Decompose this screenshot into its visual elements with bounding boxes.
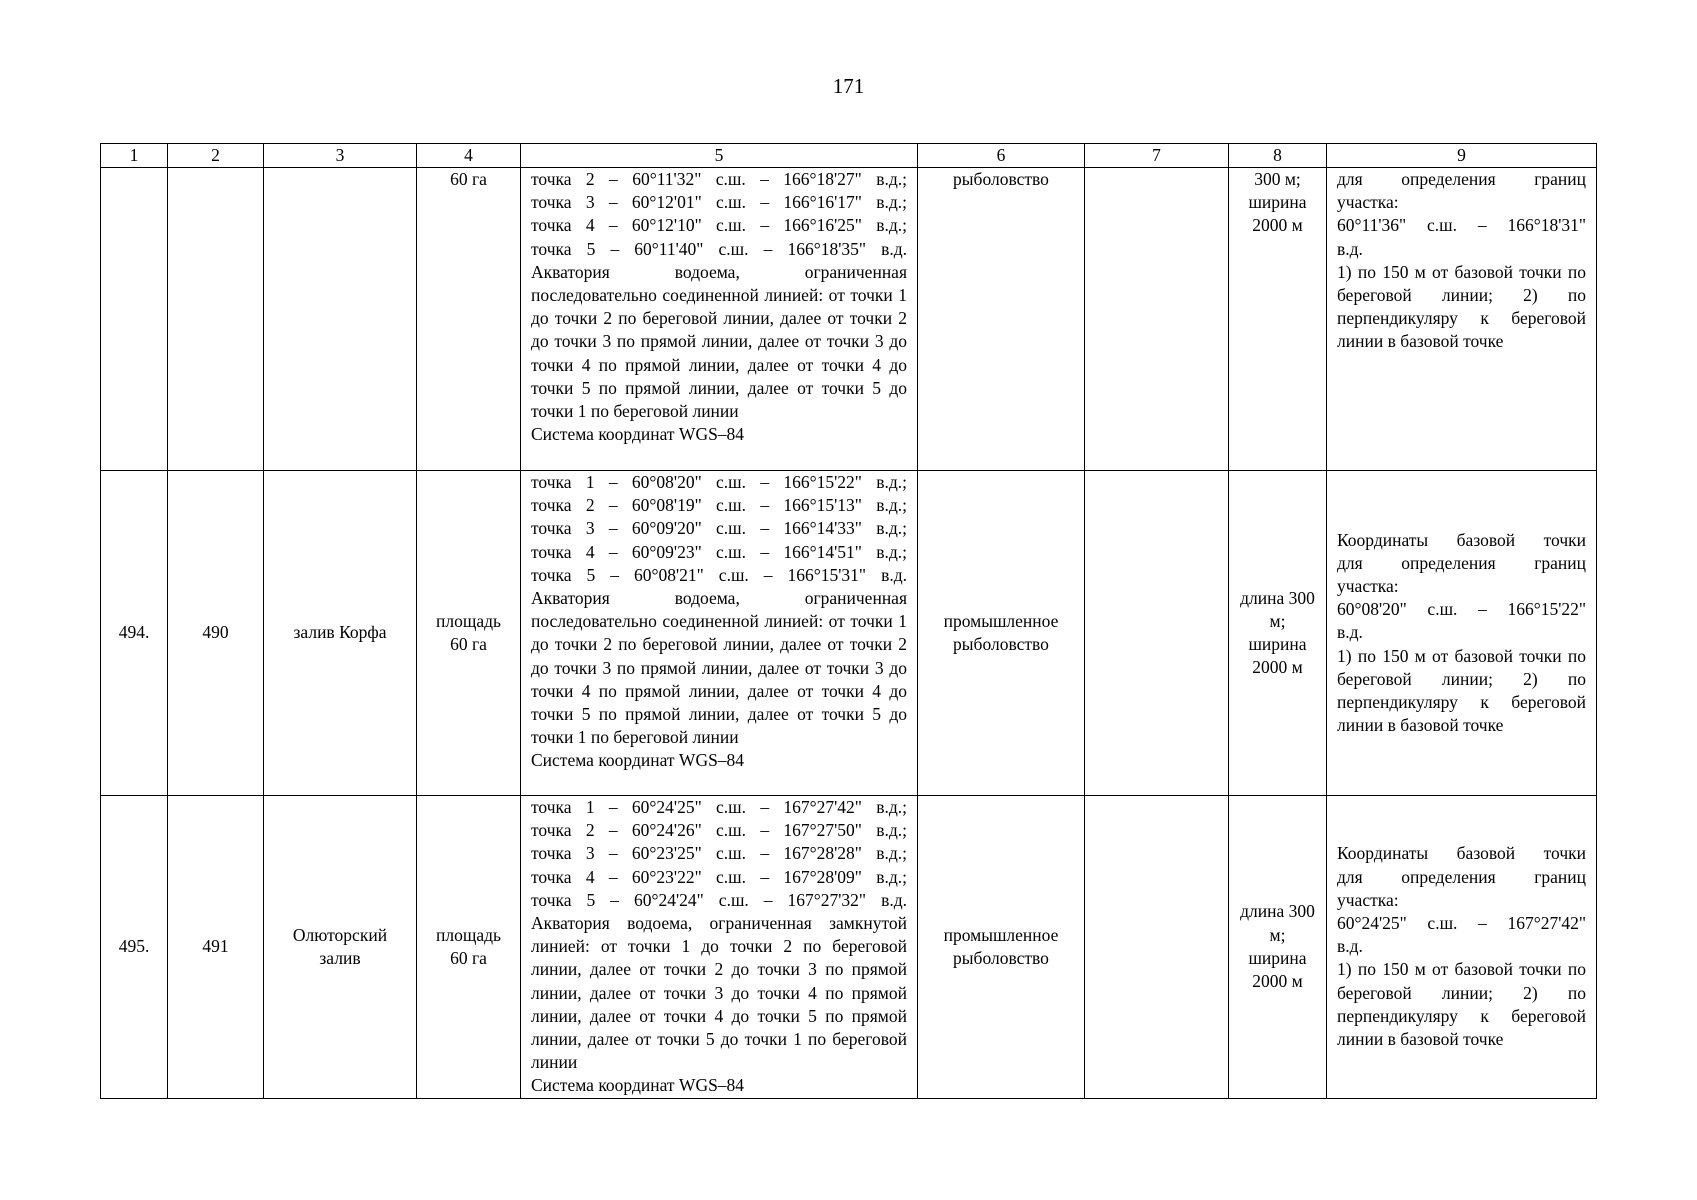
empty-cell	[1085, 796, 1229, 1099]
area-size-cell: 60 га	[417, 168, 521, 471]
column-header: 3	[264, 144, 417, 168]
coordinate-line: точка 3 – 60°09'20" с.ш. – 166°14'33" в.д.;	[531, 518, 907, 539]
fishing-type-cell: промышленное рыболовство	[918, 471, 1085, 796]
boundary-text: Акватория водоема, ограниченная замкнутой линией: от точки 1 до точки 2 по береговой линии, далее от точки 2 до точки 3 по прямой линии, далее от точки 3 до точки 4 по прямой линии, далее от точки 4 до точки 5 по прямой линии, далее от точки 5 до точки 1 по береговой линии	[531, 913, 907, 1073]
base-point-cell	[1327, 168, 1597, 471]
base-point-text: 1) по 150 м от базовой точки по береговой линии; 2) по перпендикуляру к береговой линии в базовой точке	[1337, 645, 1586, 736]
empty-cell	[1085, 471, 1229, 796]
coordinate-line: точка 3 – 60°23'25" с.ш. – 167°28'28" в.д.;	[531, 843, 907, 864]
column-header: 8	[1229, 144, 1327, 168]
coordinate-line: точка 2 – 60°11'32" с.ш. – 166°18'27" в.д.;	[531, 169, 907, 189]
column-header: 5	[521, 144, 918, 168]
boundary-text: Акватория водоема, ограниченная последовательно соединенной линией: от точки 1 до точки 2 по береговой линии, далее от точки 2 до точки 3 по прямой линии, далее от точки 3 до точки 4 по прямой линии, далее от точки 4 до точки 5 по прямой линии, далее от точки 5 до точки 1 по береговой линии	[531, 261, 907, 422]
coordinate-system: Система координат WGS–84	[531, 1075, 745, 1096]
boundary-description-cell	[521, 796, 918, 1099]
coordinate-line: точка 5 – 60°24'24" с.ш. – 167°27'32" в.д.	[531, 889, 907, 910]
area-size-cell: площадь 60 га	[417, 796, 521, 1099]
base-point-line: в.д.	[1337, 936, 1363, 957]
row-number-cell: 495.	[101, 796, 168, 1099]
base-point-line: 60°11'36" с.ш. – 166°18'31"	[1337, 215, 1586, 236]
base-point-cell	[1327, 471, 1597, 796]
column-header: 7	[1085, 144, 1229, 168]
base-point-text: 1) по 150 м от базовой точки по береговой линии; 2) по перпендикуляру к береговой линии в базовой точке	[1337, 261, 1586, 352]
row-number-cell	[101, 168, 168, 471]
water-body-cell	[264, 168, 417, 471]
coordinate-line: точка 1 – 60°24'25" с.ш. – 167°27'42" в.д.;	[531, 797, 907, 817]
base-point-line: в.д.	[1337, 622, 1363, 643]
dimensions-cell: длина 300 м; ширина 2000 м	[1229, 471, 1327, 796]
boundary-description-cell	[521, 471, 918, 796]
column-header: 2	[168, 144, 264, 168]
coordinate-system: Система координат WGS–84	[531, 750, 745, 771]
empty-cell	[1085, 168, 1229, 471]
column-header: 6	[918, 144, 1085, 168]
base-point-line: 60°08'20" с.ш. – 166°15'22"	[1337, 599, 1586, 620]
base-point-line: для определения границ	[1337, 552, 1586, 573]
coordinate-line: точка 5 – 60°08'21" с.ш. – 166°15'31" в.д.	[531, 564, 907, 585]
column-header: 4	[417, 144, 521, 168]
page-number: 171	[832, 74, 865, 98]
area-number-cell: 491	[168, 796, 264, 1099]
table-row	[101, 471, 1597, 796]
base-point-text: 1) по 150 м от базовой точки по береговой линии; 2) по перпендикуляру к береговой линии в базовой точке	[1337, 959, 1586, 1050]
coordinate-line: точка 4 – 60°09'23" с.ш. – 166°14'51" в.д.;	[531, 541, 907, 562]
base-point-line: участка:	[1337, 192, 1399, 213]
column-number-row	[101, 144, 1597, 168]
area-number-cell	[168, 168, 264, 471]
fishing-type-cell: промышленное рыболовство	[918, 796, 1085, 1099]
coordinate-line: точка 4 – 60°23'22" с.ш. – 167°28'09" в.д.;	[531, 866, 907, 887]
area-size-cell: площадь 60 га	[417, 471, 521, 796]
fishing-type-cell: рыболовство	[918, 168, 1085, 471]
coordinate-line: точка 4 – 60°12'10" с.ш. – 166°16'25" в.д.;	[531, 215, 907, 236]
base-point-line: для определения границ	[1337, 866, 1586, 887]
base-point-line: 60°24'25" с.ш. – 167°27'42"	[1337, 913, 1586, 934]
column-header: 9	[1327, 144, 1597, 168]
coordinate-line: точка 2 – 60°08'19" с.ш. – 166°15'13" в.д.;	[531, 495, 907, 516]
column-header: 1	[101, 144, 168, 168]
fishing-areas-table	[100, 143, 1597, 1099]
base-point-cell	[1327, 796, 1597, 1099]
table-row	[101, 168, 1597, 471]
dimensions-cell: длина 300 м; ширина 2000 м	[1229, 796, 1327, 1099]
water-body-cell: Олюторский залив	[264, 796, 417, 1099]
coordinate-line: точка 5 – 60°11'40" с.ш. – 166°18'35" в.д.	[531, 238, 907, 259]
coordinate-line: точка 1 – 60°08'20" с.ш. – 166°15'22" в.д.;	[531, 472, 907, 492]
table-row	[101, 796, 1597, 1099]
base-point-line: Координаты базовой точки	[1337, 843, 1586, 864]
water-body-cell: залив Корфа	[264, 471, 417, 796]
boundary-description-cell	[521, 168, 918, 471]
base-point-line: для определения границ	[1337, 169, 1586, 189]
area-number-cell: 490	[168, 471, 264, 796]
coordinate-line: точка 2 – 60°24'26" с.ш. – 167°27'50" в.д.;	[531, 820, 907, 841]
dimensions-cell: 300 м; ширина 2000 м	[1229, 168, 1327, 471]
boundary-text: Акватория водоема, ограниченная последовательно соединенной линией: от точки 1 до точки 2 по береговой линии, далее от точки 2 до точки 3 по прямой линии, далее от точки 3 до точки 4 по прямой линии, далее от точки 4 до точки 5 по прямой линии, далее от точки 5 до точки 1 по береговой линии	[531, 588, 907, 748]
base-point-line: участка:	[1337, 575, 1399, 596]
coordinate-system: Система координат WGS–84	[531, 424, 745, 445]
base-point-line: участка:	[1337, 889, 1399, 910]
base-point-line: Координаты базовой точки	[1337, 529, 1586, 550]
row-number-cell: 494.	[101, 471, 168, 796]
base-point-line: в.д.	[1337, 238, 1363, 259]
coordinate-line: точка 3 – 60°12'01" с.ш. – 166°16'17" в.д.;	[531, 192, 907, 213]
